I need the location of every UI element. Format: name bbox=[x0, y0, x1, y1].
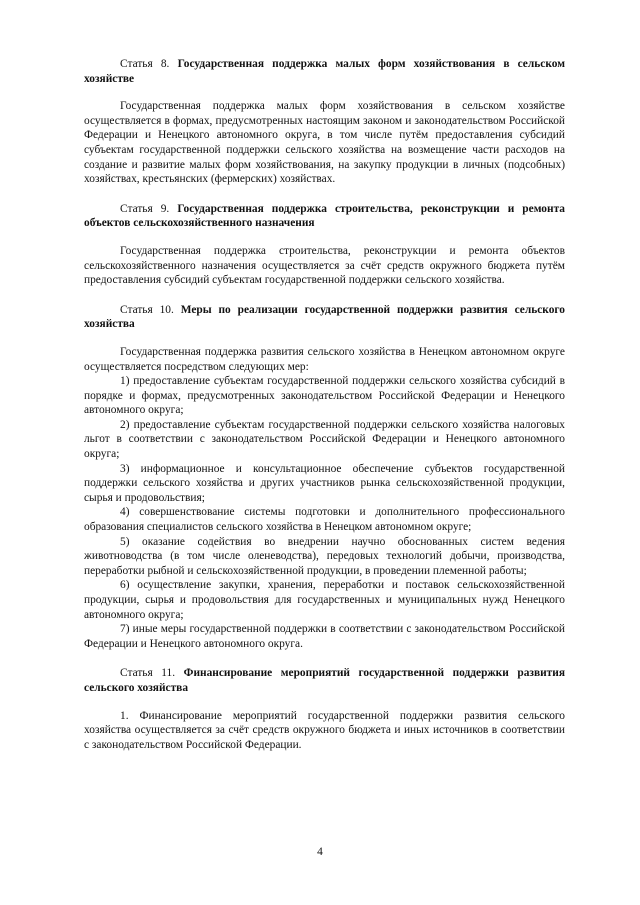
article-paragraph: Государственная поддержка строительства, реконструкции и ремонта объектов сельскохозяйственного назначения осуществляется за счёт средств окружного бюджета путём предоставления субсидий субъектам государственной поддержки сельского хозяйства. bbox=[84, 244, 565, 287]
list-item: 2) предоставление субъектам государственной поддержки сельского хозяйства налоговых льгот в соответствии с законодательством Российской Федерации и Ненецкого автономного округа; bbox=[84, 418, 565, 461]
article-paragraph: Государственная поддержка малых форм хозяйствования в сельском хозяйстве осуществляется в формах, предусмотренных настоящим законом и законодательством Российской Федерации и Ненецкого автономного округа, в том числе путём предоставления субсидий субъектам государственной поддержки сельского хозяйства на возмещение части расходов на создание и развитие малых форм хозяйствования, на закупку продукции в личных (подсобных) хозяйствах, крестьянских (фермерских) хозяйствах. bbox=[84, 100, 565, 186]
article-title: Государственная поддержка строительства, реконструкции и ремонта объектов сельскохозяйственного назначения bbox=[84, 202, 565, 230]
list-item: 3) информационное и консультационное обеспечение субъектов государственной поддержки сельского хозяйства и других участников рынка сельскохозяйственной продукции, сырья и продовольствия; bbox=[84, 462, 565, 504]
article-heading bbox=[84, 303, 565, 332]
list-item: 4) совершенствование системы подготовки и дополнительного профессионального образования специалистов сельского хозяйства в Ненецком автономном округе; bbox=[84, 506, 565, 534]
list-item: 6) осуществление закупки, хранения, переработки и поставок сельскохозяйственной продукции, сырья и продовольствия для государственных и муниципальных нужд Ненецкого автономного округа; bbox=[84, 579, 565, 621]
list-item: 5) оказание содействия во внедрении научно обоснованных систем ведения животноводства (в том числе оленеводства), передовых технологий добычи, производства, переработки рыбной и сельскохозяйственной продукции, в проведении племенной работы; bbox=[84, 535, 565, 577]
list-item: 7) иные меры государственной поддержки в соответствии с законодательством Российской Федерации и Ненецкого автономного округа. bbox=[84, 623, 565, 650]
article-number: Статья 9. bbox=[120, 202, 170, 215]
article-8 bbox=[84, 57, 565, 187]
article-number: Статья 11. bbox=[120, 667, 176, 680]
article-paragraph: 1. Финансирование мероприятий государственной поддержки развития сельского хозяйства осуществляется за счёт средств окружного бюджета и иных источников в соответствии с законодательством Российской Федерации. bbox=[84, 709, 565, 751]
article-number: Статья 10. bbox=[120, 303, 174, 316]
list-item: 1) предоставление субъектам государственной поддержки сельского хозяйства субсидий в порядке и формах, предусмотренных законодательством Российской Федерации и Ненецкого автономного округа; bbox=[84, 375, 565, 417]
article-11 bbox=[84, 666, 565, 752]
article-title: Государственная поддержка малых форм хозяйствования в сельском хозяйстве bbox=[84, 58, 565, 85]
page-number: 4 bbox=[317, 846, 323, 858]
article-10 bbox=[84, 303, 565, 652]
article-title: Финансирование мероприятий государственной поддержки развития сельского хозяйства bbox=[84, 667, 565, 694]
article-heading bbox=[84, 666, 565, 695]
article-heading bbox=[84, 202, 565, 231]
article-title: Меры по реализации государственной поддержки развития сельского хозяйства bbox=[84, 303, 565, 331]
article-paragraph: Государственная поддержка развития сельского хозяйства в Ненецком автономном округе осуществляется посредством следующих мер: bbox=[84, 345, 565, 373]
article-heading bbox=[84, 57, 565, 86]
article-number: Статья 8. bbox=[120, 58, 170, 70]
article-9 bbox=[84, 202, 565, 288]
